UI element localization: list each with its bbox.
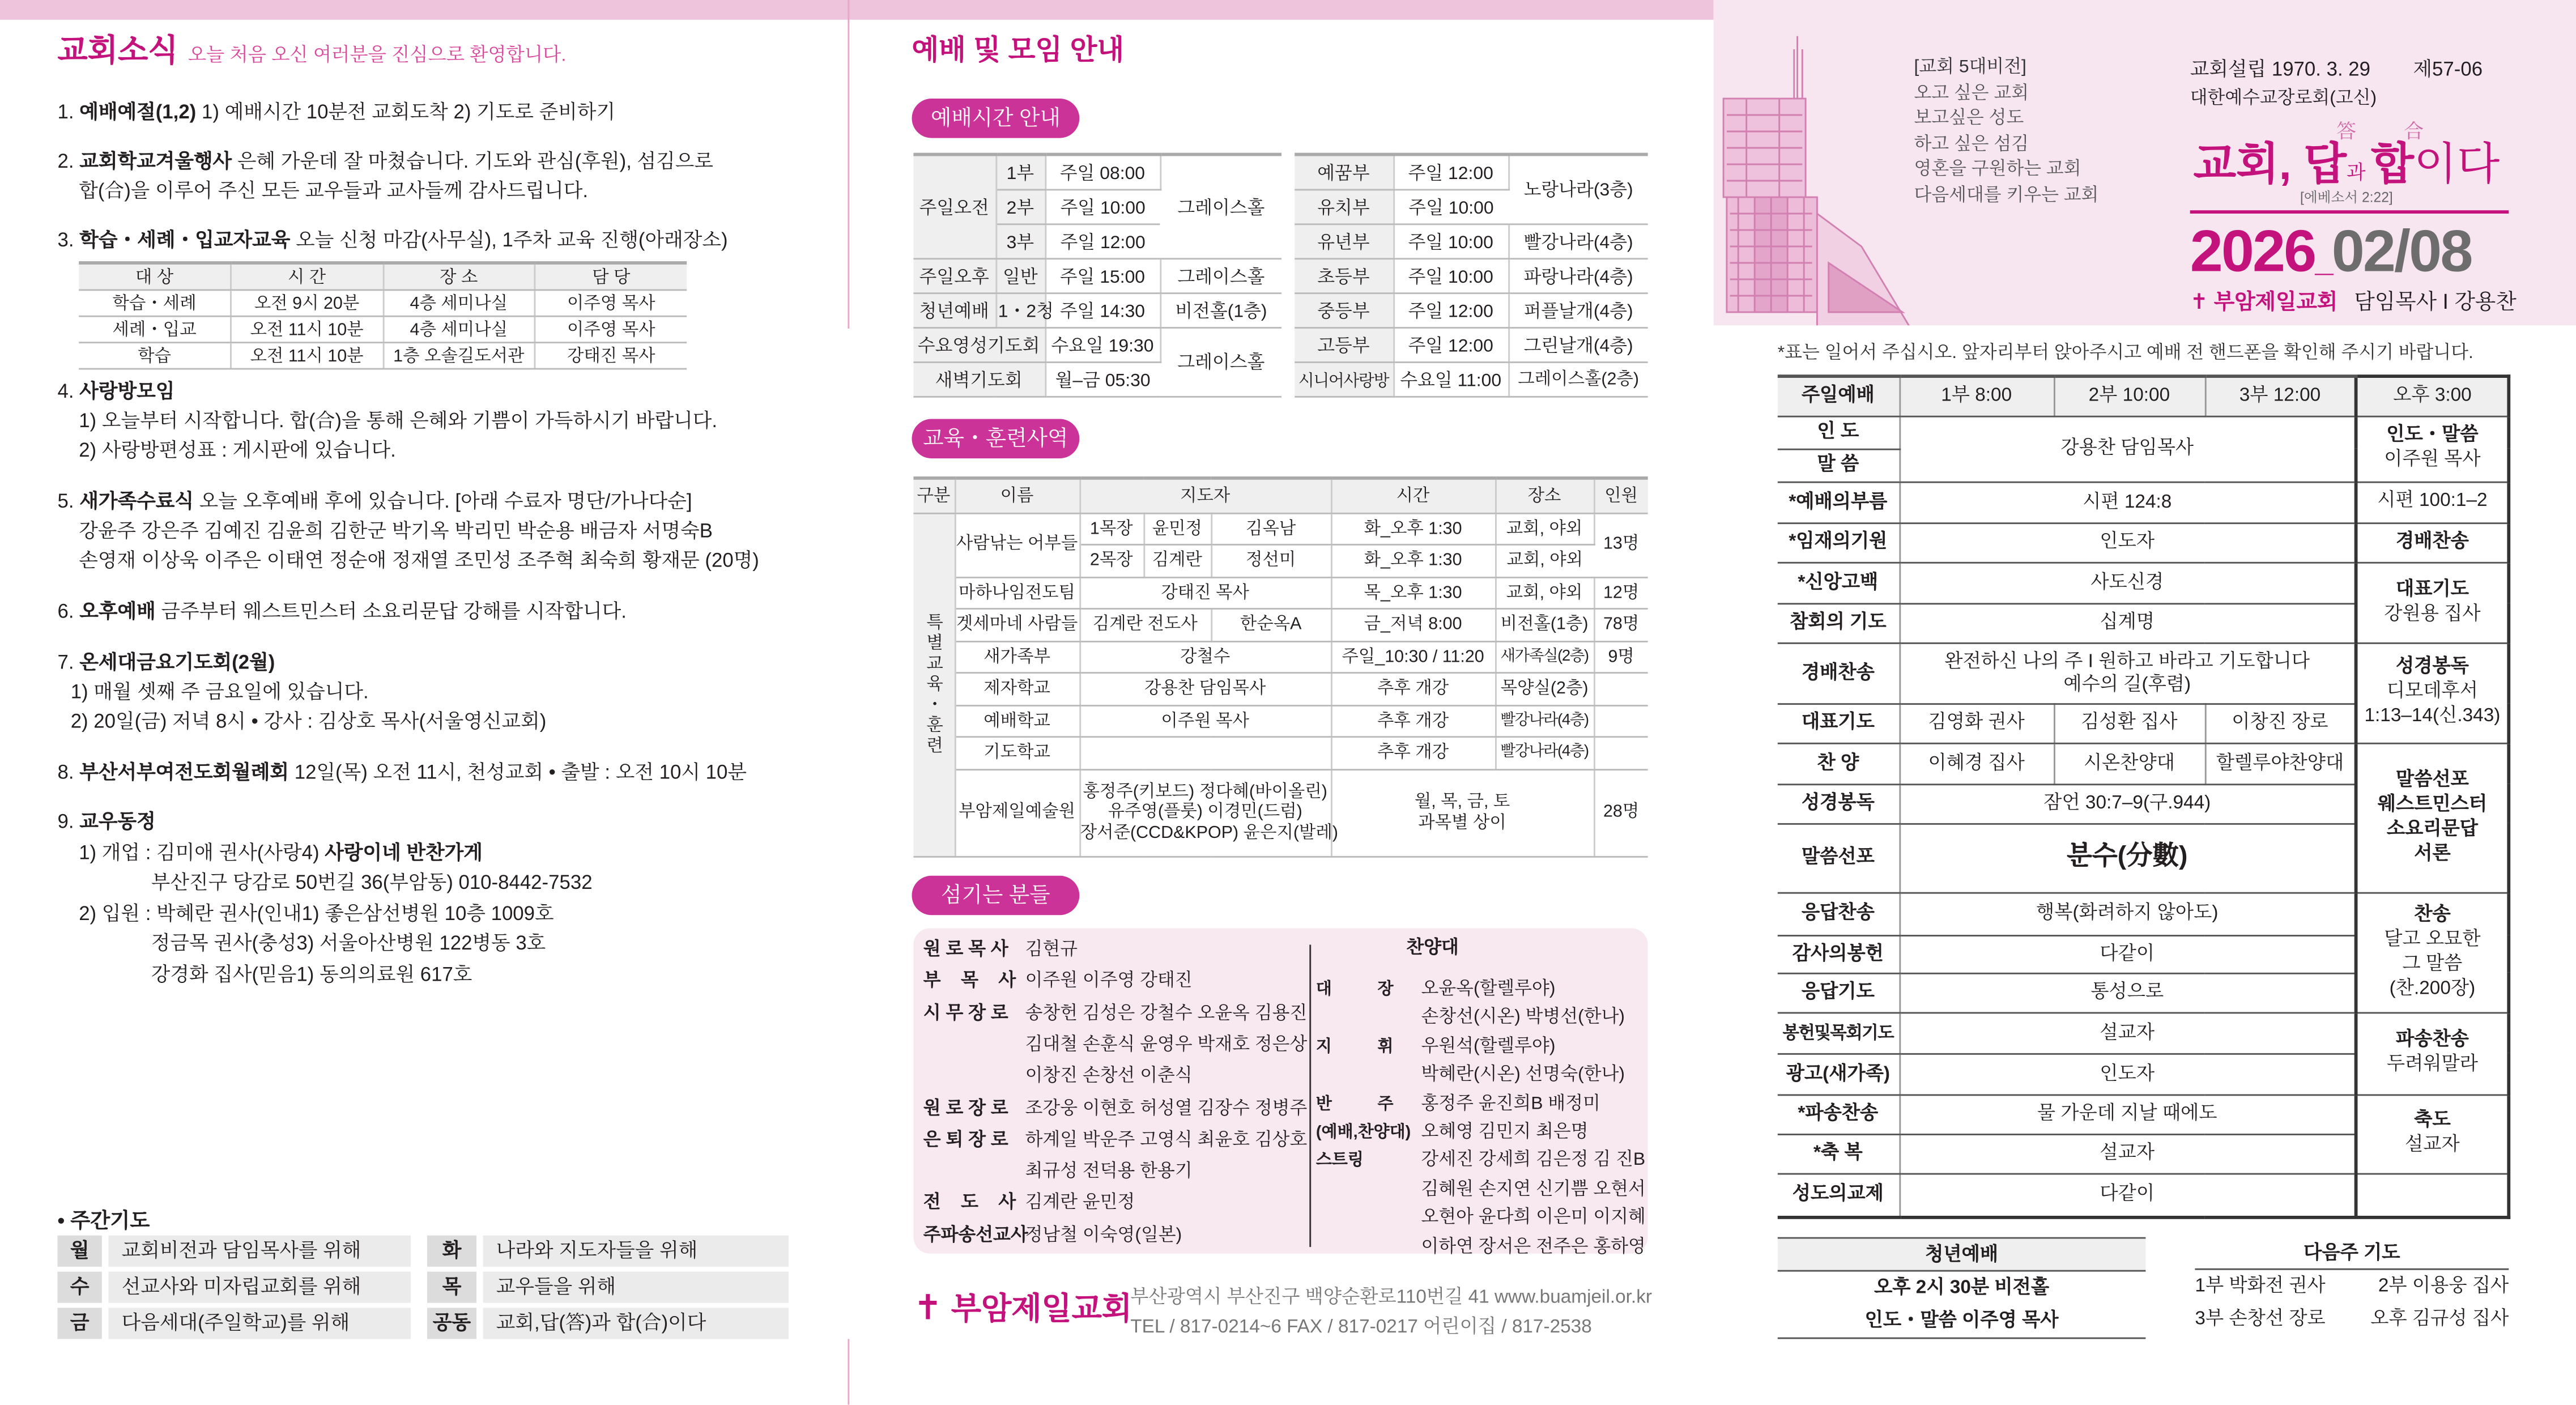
table-cell: 학습・세례 [79,290,231,316]
table-cell: 학습 [79,343,231,369]
table-cell: 인도자 [1899,1053,2356,1095]
section-pill-worship-times: 예배시간 안내 [912,99,1080,138]
table-cell: 새가족실(2층) [1495,641,1594,673]
denomination: 대한예수교장로회(고신) [2190,88,2377,109]
table-cell: 제자학교 [955,673,1079,705]
prayer-topic: 교회비전과 담임목사를 위해 [108,1236,411,1267]
servants-box [913,929,1647,1257]
servant-row: 김대철 손훈식 윤영우 박재호 정은상 [1025,1034,1308,1055]
table-cell: 파랑나라(4층) [1508,258,1648,292]
category-label: 특별교육・훈련 [913,513,955,856]
table-cell: 교회, 야외 [1495,577,1594,609]
table-cell: *예배의부름 [1778,482,1900,523]
table-cell: 노랑나라(3층) [1508,155,1648,224]
table-cell: 4층 세미나실 [383,290,535,316]
table-cell: 대표기도 강원용 집사 [2356,562,2509,642]
table-cell: 겟세마네 사람들 [955,608,1079,641]
table-cell: 참회의 기도 [1778,603,1900,642]
servant-row: 최규성 전덕용 한용기 [1025,1161,1193,1182]
table-cell: 설교자 [1899,1134,2356,1173]
table-cell: 봉헌및목회기도 [1778,1012,1900,1053]
table-cell: 경배찬송 [1778,642,1900,703]
table-cell: *신앙고백 [1778,562,1900,603]
table-cell: 비전홀(1층) [1160,292,1281,327]
table-cell: 새가족부 [955,641,1079,673]
table-cell: 이주영 목사 [535,316,687,342]
table-cell: 주일 12:00 [1045,223,1160,258]
section-pill-education: 교육・훈련사역 [912,419,1080,459]
table-cell: 수요영성기도회 [913,327,1045,361]
prayer-day: 목 [427,1272,476,1303]
table-cell: 이주영 목사 [535,290,687,316]
table-cell: 김영화 권사 [1899,703,2054,743]
table-cell: 마하나임전도팀 [955,577,1079,609]
table-cell: 축도 설교자 [2356,1094,2509,1173]
table-cell: 금_저녁 8:00 [1331,608,1495,641]
table-cell: 주일 12:00 [1393,155,1508,189]
table-cell: 정선미 [1211,544,1331,577]
church-building-illustration [1714,0,1944,325]
choir-row: 대 장 오윤옥(할렐루야) [1315,979,1556,999]
table-cell: 찬송 달고 오묘한 그 말씀 (찬.200장) [2356,892,2509,1012]
fold-divider [848,0,849,329]
prayer-day: 수 [58,1272,102,1303]
table-cell [1079,737,1331,769]
news-item-8: 8. 부산서부여전도회월례회 12일(목) 오전 11시, 천성교회 • 출발 : 오전 10시 10분 [57,760,747,784]
servant-row: 은 퇴 장 로 하계일 박운주 고영식 최윤호 김상호 [923,1130,1308,1150]
table-cell: 빨강나라(4층) [1508,223,1648,258]
table-cell: 추후 개강 [1331,673,1495,705]
table-cell: 할렐루야찬양대 [2205,743,2356,784]
servant-row: 부 목 사 이주원 이주영 강태진 [923,971,1193,991]
table-cell: 주일오전 [913,155,995,258]
table-cell: 응답기도 [1778,973,1900,1012]
worship-notice: *표는 일어서 주십시오. 앞자리부터 앉아주시고 예배 전 핸드폰을 확인해 주시기 바랍니다. [1777,343,2473,363]
table-cell: 기도학교 [955,737,1079,769]
table-cell: *파송찬송 [1778,1094,1900,1134]
table-cell: 시편 100:1–2 [2356,482,2509,523]
header-rule [2190,210,2509,212]
table-cell: 그레이스홀 [1160,327,1281,396]
table-cell: 28명 [1594,769,1648,856]
table-cell: 다같이 [1899,935,2356,973]
table-cell: 청년예배 [913,292,995,327]
news-title: 교회소식 오늘 처음 오신 여러분을 진심으로 환영합니다. [57,34,567,69]
choir-title: 찬양대 [1406,938,1459,958]
table-cell: 화_오후 1:30 [1331,544,1495,577]
table-cell: 새벽기도회 [913,361,1045,396]
table-cell: 빨강나라(4층) [1495,705,1594,737]
table-cell: 말 씀 [1778,449,1900,482]
table-cell: 주일 12:00 [1393,292,1508,327]
table-cell: 시편 124:8 [1899,482,2356,523]
table-row [79,316,687,342]
table-cell: 세례・입교 [79,316,231,342]
table-cell: 2부 10:00 [2054,376,2205,416]
table-cell: 주일 10:00 [1393,223,1508,258]
choir-row: 손창선(시온) 박병선(한나) [1421,1007,1625,1028]
education-table [913,476,1647,857]
table-cell: *임재의기원 [1778,522,1900,562]
table-cell: 그레이스홀 [1160,155,1281,258]
table-cell: 경배찬송 [2356,522,2509,562]
table-cell: 십계명 [1899,603,2356,642]
table-row [79,290,687,316]
table-cell: 성도의교제 [1778,1173,1900,1217]
news-item-9: 9. 교우동정 1) 개업 : 김미애 권사(사랑4) 사랑이네 반찬가게 부산진구 당감로 50번길 36(부암동) 010-8442-7532 2) 입원 : 박혜란 권사(인내1) 좋은삼선병원 10층 1009호 정금목 권사(충성3) 서울아산병원 122병동 3호 강경화 집사(믿음1) 동의의료원 617호 [57,810,593,985]
news-item-1: 1. 예배예절(1,2) 1) 예배시간 10분전 교회도착 2) 기도로 준비하기 [57,100,616,124]
table-cell: 주일예배 [1778,376,1900,416]
servant-row: 이창진 손창선 이춘식 [1025,1066,1193,1087]
table-cell: 추후 개강 [1331,737,1495,769]
bulletin-date: 2026_02/08 [2190,216,2472,284]
table-cell: 인원 [1594,478,1648,513]
prayer-topic: 선교사와 미자립교회를 위해 [108,1272,411,1303]
table-cell: 감사의봉헌 [1778,935,1900,973]
sunday-worship-table [1778,374,2510,1219]
table-cell: 교회, 야외 [1495,513,1594,545]
issue-number: 제57-06 [2413,57,2483,81]
prayer-day: 공동 [427,1308,476,1339]
table-cell: 강태진 목사 [535,343,687,369]
choir-row: 박혜란(시온) 선명숙(한나) [1421,1065,1625,1085]
table-cell: 주일 10:00 [1045,189,1160,224]
table-cell: 1부 8:00 [1899,376,2054,416]
table-cell: 성경봉독 [1778,784,1900,823]
weekly-prayer-title: • 주간기도 [57,1209,150,1232]
table-cell [2356,1173,2509,1217]
prayer-topic: 나라와 지도자들을 위해 [483,1236,789,1267]
table-cell: 유년부 [1295,223,1393,258]
table-cell: 오전 11시 10분 [231,343,382,369]
table-cell: 대표기도 [1778,703,1900,743]
youth-worship-box: 청년예배 오후 2시 30분 비전홀 인도・말씀 이주영 목사 [1778,1237,2146,1339]
slogan: 교회, 답 答 과 합 合 이다 [2193,120,2500,189]
section-pill-servants: 섬기는 분들 [912,876,1080,916]
table-cell: 월, 목, 금, 토 과목별 상이 [1331,769,1594,856]
table-cell: 3부 [995,223,1045,258]
table-cell: 오후 3:00 [2356,376,2509,416]
table-cell: 2부 [995,189,1045,224]
table-cell: 인도・말씀 이주원 목사 [2356,416,2509,482]
table-cell: 완전하신 나의 주 I 원하고 바라고 기도합니다 예수의 길(후렴) [1899,642,2356,703]
cross-icon: ✝ [913,1289,943,1328]
table-cell: 시간 [1331,478,1495,513]
choir-row: 지 휘 우원석(할렐루야) [1315,1036,1556,1057]
table-cell: 빨강나라(4층) [1495,737,1594,769]
table-cell: 이주원 목사 [1079,705,1331,737]
table-cell: *축 복 [1778,1134,1900,1173]
table-cell: 9명 [1594,641,1648,673]
table-cell: 홍정주(키보드) 정다혜(바이올린) 유주영(플룻) 이경민(드럼) 장서준(CCD&KPOP) 윤은지(발레) [1079,769,1331,856]
servant-row: 원 로 목 사 김현규 [923,939,1078,960]
table-cell: 예배학교 [955,705,1079,737]
table-cell: 강태진 목사 [1079,577,1331,609]
church-logo: ✝ 부암제일교회 [913,1289,1132,1328]
news-item-5: 5. 새가족수료식 오늘 오후예배 후에 있습니다. [아래 수료자 명단/가나다순] 강윤주 강은주 김예진 김윤희 김한군 박기옥 박리민 박순용 배금자 서명숙B 손영재 이상욱 이주은 이태연 정순애 정재열 조민성 조주혁 최숙희 황재문 (20명) [57,489,759,572]
table-cell: 1부 [995,155,1045,189]
table-cell: 이름 [955,478,1079,513]
table-cell: 4층 세미나실 [383,316,535,342]
table-cell: 찬 양 [1778,743,1900,784]
prayer-topic: 교우들을 위해 [483,1272,789,1303]
table-cell: 그린날개(4층) [1508,327,1648,361]
servant-row: 전 도 사 김계란 윤민정 [923,1193,1135,1214]
table-cell: 목양실(2층) [1495,673,1594,705]
table-cell: 유치부 [1295,189,1393,224]
column-divider [1309,945,1311,1248]
table-cell: 목_오후 1:30 [1331,577,1495,609]
cross-icon: ✝ [2190,289,2208,314]
news-subtitle: 오늘 처음 오신 여러분을 진심으로 환영합니다. [188,46,567,66]
table-cell: 비전홀(1층) [1495,608,1594,641]
table-cell: 그레이스홀 [1160,258,1281,292]
table-cell: 78명 [1594,608,1648,641]
table-cell: 2목장 [1079,544,1143,577]
table-cell: 잠언 30:7–9(구.944) [1899,784,2356,823]
table-cell: 예꿈부 [1295,155,1393,189]
table-cell: 설교자 [1899,1012,2356,1053]
department-times-table [1295,153,1648,397]
col-header: 시 간 [231,263,382,290]
servant-row: 주파송선교사정남철 이숙영(일본) [923,1225,1182,1245]
choir-row: 이하연 장서은 전주은 홍하영 [1421,1236,1646,1257]
table-cell: 주일 10:00 [1393,189,1508,224]
table-cell: 오전 11시 10분 [231,316,382,342]
church-address: 부산광역시 부산진구 백양순환로110번길 41 www.buamjeil.or.kr TEL / 817-0214~6 FAX / 817-0217 어린이집 / 817-2538 [1130,1288,1652,1338]
fold-divider [848,1339,849,1405]
table-cell: 교회, 야외 [1495,544,1594,577]
choir-row: 김혜원 손지연 신기쁨 오현서 [1421,1179,1646,1199]
table-cell: 3부 12:00 [2205,376,2356,416]
table-cell: 이혜경 집사 [1899,743,2054,784]
top-band [0,0,1714,20]
prayer-topic: 다음세대(주일학교)를 위해 [108,1308,411,1339]
class-table [79,261,687,369]
table-cell: 윤민정 [1143,513,1211,545]
table-cell: 구분 [913,478,955,513]
table-cell: 파송찬송 두려워말라 [2356,1012,2509,1094]
schedule-title: 예배 및 모임 안내 [912,34,1124,66]
table-cell: 주일 15:00 [1045,258,1160,292]
prayer-day: 월 [58,1236,102,1267]
table-cell: 지도자 [1079,478,1331,513]
table-cell: 시니어사랑방 [1295,361,1393,396]
choir-row: 오현아 윤다희 이은미 이지혜 [1421,1208,1646,1228]
table-cell: 이창진 장로 [2205,703,2356,743]
table-cell: 성경봉독 디모데후서 1:13–14(신.343) [2356,642,2509,743]
table-cell [1594,673,1648,705]
choir-row: 반 주 홍정주 윤진희B 배정미 [1315,1093,1600,1114]
table-cell: 강용찬 담임목사 [1079,673,1331,705]
established-date: 교회설립 1970. 3. 29 제57-06 [2190,57,2483,81]
servant-row: 시 무 장 로 송창헌 김성은 강철수 오윤옥 김용진 [923,1003,1308,1023]
table-cell: 통성으로 [1899,973,2356,1012]
news-item-6: 6. 오후예배 금주부터 웨스트민스터 소요리문답 강해를 시작합니다. [57,599,627,623]
church-pastor: ✝ 부암제일교회 담임목사 I 강용찬 [2190,289,2517,314]
table-cell: 월–금 05:30 [1045,361,1160,396]
col-header: 장 소 [383,263,535,290]
table-cell: 물 가운데 지날 때에도 [1899,1094,2356,1134]
choir-row: 스트링 강세진 강세희 김은정 김 진B [1315,1151,1646,1170]
service-times-table [913,153,1281,397]
table-cell: 강용찬 담임목사 [1899,416,2356,482]
table-cell: 중등부 [1295,292,1393,327]
table-cell: 주일 08:00 [1045,155,1160,189]
prayer-day: 화 [427,1236,476,1267]
table-cell: 부암제일예술원 [955,769,1079,856]
table-cell: 말씀선포 [1778,823,1900,892]
table-cell: 김옥남 [1211,513,1331,545]
table-cell: 인 도 [1778,416,1900,449]
news-item-2: 2. 교회학교겨울행사 은혜 가운데 잘 마쳤습니다. 기도와 관심(후원), 섬김으로 합(合)을 이루어 주신 모든 교우들과 교사들께 감사드립니다. [57,149,714,202]
table-cell: 화_오후 1:30 [1331,513,1495,545]
table-cell: 주일 14:30 [1045,292,1160,327]
table-cell: 12명 [1594,577,1648,609]
table-cell: 주일_10:30 / 11:20 [1331,641,1495,673]
table-cell: 광고(새가족) [1778,1053,1900,1095]
next-week-prayer-box: 다음주 기도 1부 박화전 권사 2부 이용웅 집사 3부 손창선 장로 오후 김규성 집사 [2195,1237,2509,1336]
table-cell: 행복(화려하지 않아도) [1899,892,2356,935]
table-cell: 오전 9시 20분 [231,290,382,316]
table-cell: 1목장 [1079,513,1143,545]
table-cell: 김성환 집사 [2054,703,2205,743]
table-cell: 수요일 19:30 [1045,327,1160,361]
table-cell: 장소 [1495,478,1594,513]
table-cell: 김계란 [1143,544,1211,577]
table-cell: 시온찬양대 [2054,743,2205,784]
table-cell: 인도자 [1899,522,2356,562]
table-cell: 1・2청 [995,292,1045,327]
table-cell [1594,705,1648,737]
table-cell: 주일 12:00 [1393,327,1508,361]
sermon-title: 분수(分數) [1899,823,2356,892]
church-vision: [교회 5대비전] 오고 싶은 교회 보고싶은 성도 하고 싶은 섬김 영혼을 구원하는 교회 다음세대를 키우는 교회 [1914,57,2099,205]
col-header: 대 상 [79,263,231,290]
table-cell [1594,737,1648,769]
table-cell: 퍼플날개(4층) [1508,292,1648,327]
news-item-3: 3. 학습・세례・입교자교육 오늘 신청 마감(사무실), 1주차 교육 진행(아래장소) [57,228,728,252]
table-cell: 추후 개강 [1331,705,1495,737]
table-cell: 응답찬송 [1778,892,1900,935]
table-cell: 고등부 [1295,327,1393,361]
news-item-4: 4. 사랑방모임 1) 오늘부터 시작합니다. 합(合)을 통해 은혜와 기쁨이 가득하시기 바랍니다. 2) 사랑방편성표 : 게시판에 있습니다. [57,379,718,462]
col-header: 담 당 [535,263,687,290]
table-cell: 말씀선포 웨스트민스터 소요리문답 서론 [2356,743,2509,892]
table-cell: 사도신경 [1899,562,2356,603]
table-cell: 강철수 [1079,641,1331,673]
table-row [79,343,687,369]
table-cell: 일반 [995,258,1045,292]
verse-reference: [에베소서 2:22] [2300,189,2393,206]
choir-row: (예배,찬양대) 오혜영 김민지 최은명 [1315,1122,1589,1142]
prayer-topic: 교회,답(答)과 합(合)이다 [483,1308,789,1339]
table-cell: 초등부 [1295,258,1393,292]
table-cell: 한순옥A [1211,608,1331,641]
table-cell: 다같이 [1899,1173,2356,1217]
table-cell: 13명 [1594,513,1648,577]
table-cell: 주일 10:00 [1393,258,1508,292]
table-cell: 주일오후 [913,258,995,292]
table-cell: 수요일 11:00 [1393,361,1508,396]
servant-row: 원 로 장 로 조강웅 이현호 허성열 김장수 정병주 [923,1098,1308,1118]
prayer-day: 금 [58,1308,102,1339]
table-cell: 김계란 전도사 [1079,608,1211,641]
table-cell: 그레이스홀(2층) [1508,361,1648,396]
table-cell: 사람낚는 어부들 [955,513,1079,577]
news-item-7: 7. 온세대금요기도회(2월) 1) 매월 셋째 주 금요일에 있습니다. 2) 20일(금) 저녁 8시 • 강사 : 김상호 목사(서울영신교회) [57,650,547,733]
table-cell: 1층 오솔길도서관 [383,343,535,369]
